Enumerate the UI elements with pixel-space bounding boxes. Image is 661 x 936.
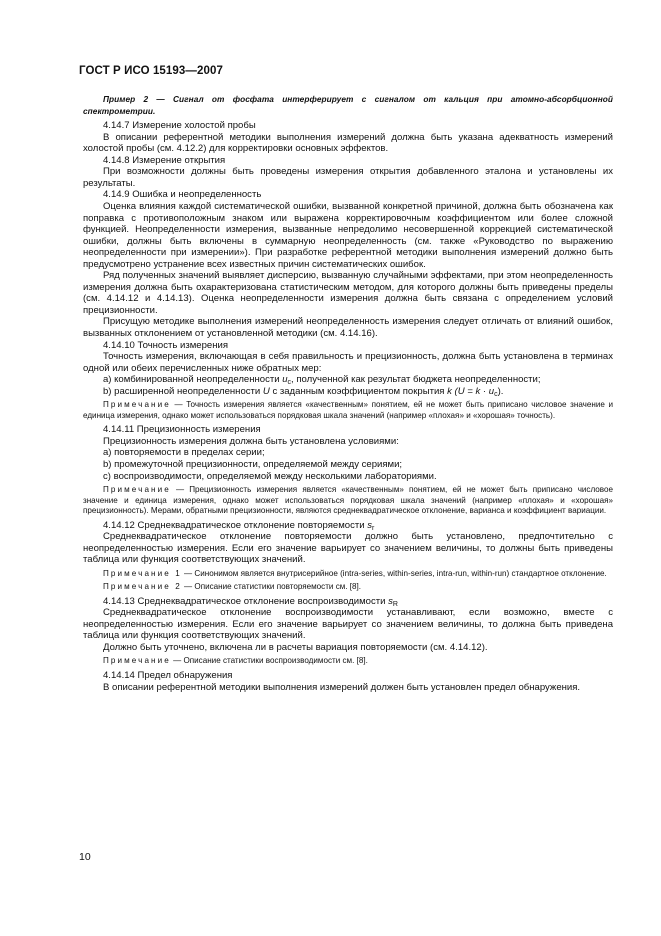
paragraph-4-14-13-b: Должно быть уточнено, включена ли в расчеты вариация повторяемости (см. 4.14.12). [103, 641, 488, 653]
paragraph-4-14-9-b: Ряд полученных значений выявляет дисперсию, вызванную случайными эффектами, при этом неопределенность измерения должна быть охарактеризована статистическим методом, для которого должны быть приведены пределы (см. 4.14.12 и 4.14.13). Оценка неопределенности измерения должна быть связана с определением условий прецизионности. [83, 270, 613, 316]
example-2: Пример 2 — Сигнал от фосфата интерферирует с сигналом от кальция при атомно-абсорбционной спектрометрии. [83, 94, 613, 116]
paragraph-4-14-9-a: Оценка влияния каждой систематической ошибки, вызванной конкретной причиной, должна быть обозначена как поправка с противоположным знаком или выражена корректировочным коэффициентом или более сложной функцией. Неопределенности измерения, вызванные непредолимо несовершенной коррекцией систематической ошибки, должны быть включены в суммарную неопределенность (см. также «Руководство по выражению неопределенности при измерении»). При разработке референтной методики выполнения измерений должно быть предусмотрено устранение всех известных причин систематических ошибок. [83, 201, 613, 270]
heading-4-14-11: 4.14.11 Прецизионность измерения [103, 424, 261, 436]
list-item-11-b: b) промежуточной прецизионности, определяемой между сериями; [103, 458, 403, 470]
heading-4-14-12: 4.14.12 Среднеквадратическое отклонение повторяемости $s_r$ [103, 519, 375, 532]
heading-4-14-8: 4.14.8 Измерение открытия [103, 154, 226, 166]
note-4-14-13: Примечание — Описание статистики воспроизводимости см. [8]. [103, 656, 368, 666]
list-item-11-c: c) воспроизводимости, определяемой между несколькими лабораториями. [103, 470, 437, 482]
heading-4-14-9: 4.14.9 Ошибка и неопределенность [103, 189, 262, 201]
heading-4-14-14: 4.14.14 Предел обнаружения [103, 669, 233, 681]
page-header: ГОСТ Р ИСО 15193—2007 [79, 65, 224, 77]
heading-4-14-10: 4.14.10 Точность измерения [103, 339, 228, 351]
paragraph-4-14-9-c: Присущую методике выполнения измерений неопределенность измерения следует отличать от влияний ошибок, вызванных отклонением от установленной методики (см. 4.14.16). [83, 316, 613, 340]
note-4-14-12-2: Примечание 2 — Описание статистики повторяемости см. [8]. [103, 582, 362, 592]
list-item-11-a: a) повторяемости в пределах серии; [103, 447, 265, 459]
document-body [83, 94, 613, 693]
page-number: 10 [79, 851, 91, 863]
list-item-b: b) расширенной неопределенности U с заданным коэффициентом покрытия k $(U = k \cdot u_c)$. [103, 385, 504, 398]
paragraph-4-14-13-a: Среднеквадратическое отклонение воспроизводимости устанавливают, если возможно, вместе с неопределенностью измерения. Если его значение варьирует со значением величины, то должна быть приведена таблица или функция соответствующих значений. [83, 607, 613, 642]
note-4-14-11: Примечание — Прецизионность измерения является «качественным» понятием, ей не может быть приписано числовое значение и единица измерения, однако может использоваться порядковая шкала значений (например «плохая» и «хорошая» прецизионность). Мерами, обратными прецизионности, являются среднеквадратическое отклонение, варианса и коэффициент вариации. [83, 485, 613, 516]
heading-4-14-13: 4.14.13 Среднеквадратическое отклонение воспроизводимости $s_R$ [103, 595, 398, 608]
heading-4-14-7: 4.14.7 Измерение холостой пробы [103, 120, 256, 132]
paragraph-4-14-10: Точность измерения, включающая в себя правильность и прецизионность, должна быть установлена в терминах одной или обеих перечисленных ниже обратных мер: [83, 351, 613, 374]
list-item-a: a) комбинированной неопределенности $u_c$, полученной как результат бюджета неопределенности; [103, 374, 541, 387]
paragraph-4-14-7: В описании референтной методики выполнения измерений должна быть указана адекватность измерений холостой пробы (см. 4.12.2) для корректировки основных эффектов. [83, 131, 613, 155]
note-4-14-10: Примечание — Точность измерения является «качественным» понятием, ей не может быть приписано числовое значение и единица измерения, однако может использоваться порядковая шкала значений (например «плохая» и «хорошая» точность). [83, 400, 613, 420]
paragraph-4-14-11: Прецизионность измерения должна быть установлена условиями: [103, 435, 399, 447]
paragraph-4-14-8: При возможности должны быть проведены измерения открытия добавленного эталона и установлены их результаты. [83, 166, 613, 189]
paragraph-4-14-14: В описании референтной методики выполнения измерений должен быть установлен предел обнаружения. [103, 681, 581, 693]
paragraph-4-14-12: Среднеквадратическое отклонение повторяемости должно быть установлено, предпочтительно с неопределенностью измерения. Если его значение варьирует со значением величины, то должны быть приведены таблица или функция соответствующих значений. [83, 531, 613, 566]
note-4-14-12-1: Примечание 1 — Синонимом является внутрисерийное (intra-series, within-series, intra-run, within-run) стандартное отклонение. [103, 568, 607, 578]
